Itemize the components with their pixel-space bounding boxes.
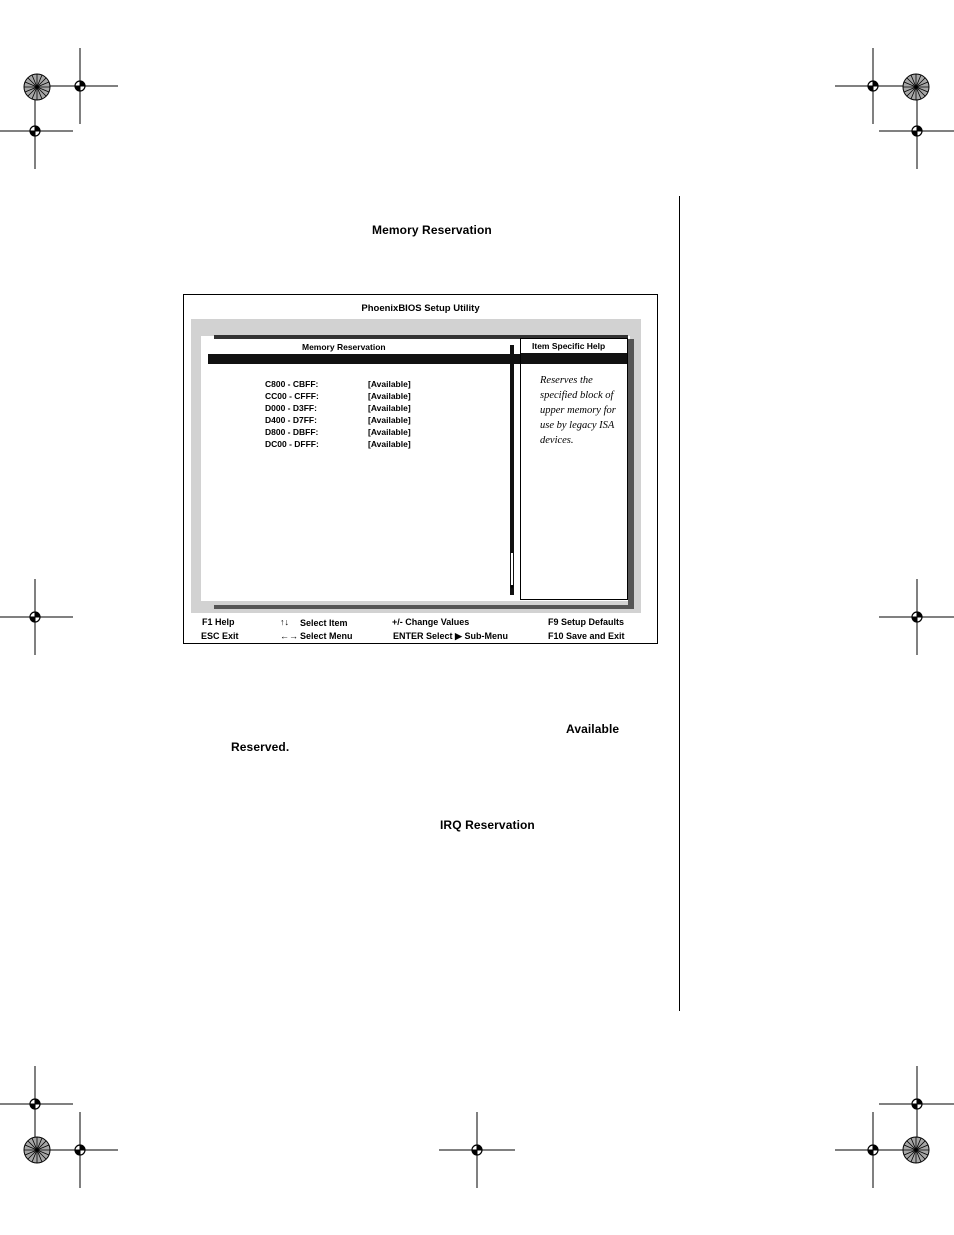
select-menu-key[interactable]: Select Menu: [300, 631, 353, 641]
memory-range-value[interactable]: [Available]: [368, 415, 411, 425]
memory-range-value[interactable]: [Available]: [368, 403, 411, 413]
margin-rule: [679, 196, 680, 1011]
memory-range-label: D000 - D3FF:: [265, 403, 317, 413]
f1-help-key[interactable]: F1 Help: [202, 617, 235, 627]
bios-section-title: Memory Reservation: [302, 342, 386, 352]
memory-range-value[interactable]: [Available]: [368, 379, 411, 389]
memory-range-label: D400 - D7FF:: [265, 415, 317, 425]
registration-crosshair-icon: [879, 93, 954, 169]
item-help-text: Reserves the specified block of upper memory for use by legacy ISA devices.: [540, 375, 616, 446]
memory-range-label: C800 - CBFF:: [265, 379, 319, 389]
submenu-label: Sub-Menu: [464, 631, 508, 641]
registration-crosshair-icon: [0, 1066, 73, 1142]
starburst-target-icon: [903, 1137, 929, 1163]
f10-save-exit-key[interactable]: F10 Save and Exit: [548, 631, 625, 641]
memory-range-label: DC00 - DFFF:: [265, 439, 319, 449]
starburst-target-icon: [24, 74, 50, 100]
registration-crosshair-icon: [439, 1112, 515, 1188]
item-specific-help-label: Item Specific Help: [532, 341, 606, 351]
registration-crosshair-icon: [42, 1112, 118, 1188]
memory-range-value[interactable]: [Available]: [368, 439, 411, 449]
esc-exit-key[interactable]: ESC Exit: [201, 631, 239, 641]
registration-crosshair-icon: [879, 1066, 954, 1142]
starburst-target-icon: [24, 1137, 50, 1163]
help-header-bar: [521, 353, 627, 364]
scroll-down-arrow-icon[interactable]: ▼: [509, 585, 515, 591]
memory-range-value[interactable]: [Available]: [368, 427, 411, 437]
enter-select-key[interactable]: [393, 631, 508, 642]
registration-crosshair-icon: [0, 93, 73, 169]
registration-crosshair-icon: [835, 48, 911, 124]
memory-range-value[interactable]: [Available]: [368, 391, 411, 401]
bios-shadow-bottom: [214, 605, 634, 609]
registration-crosshair-icon: [42, 48, 118, 124]
registration-crosshair-icon: [0, 579, 73, 655]
select-item-key[interactable]: Select Item: [300, 618, 348, 628]
registration-crosshair-icon: [879, 579, 954, 655]
starburst-target-icon: [903, 74, 929, 100]
registration-crosshair-icon: [835, 1112, 911, 1188]
reserved-term: Reserved.: [231, 740, 290, 754]
available-term: Available: [566, 722, 620, 736]
enter-select-label: ENTER Select: [393, 631, 453, 641]
memory-reservation-heading: Memory Reservation: [372, 223, 492, 237]
scrollbar-thumb[interactable]: [511, 553, 513, 585]
irq-reservation-heading: IRQ Reservation: [440, 818, 535, 832]
submenu-arrow-icon: ▶: [455, 631, 462, 641]
bios-screenshot: [183, 294, 658, 644]
memory-range-label: D800 - DBFF:: [265, 427, 319, 437]
bios-utility-title: PhoenixBIOS Setup Utility: [361, 303, 480, 314]
bios-shadow-right: [628, 339, 634, 607]
item-help-panel: [520, 338, 628, 600]
change-values-key[interactable]: +/- Change Values: [392, 617, 470, 627]
up-down-arrows-icon: ↑↓: [280, 617, 289, 627]
left-right-arrows-icon: ←→: [280, 631, 298, 641]
memory-range-label: CC00 - CFFF:: [265, 391, 319, 401]
f9-setup-defaults-key[interactable]: F9 Setup Defaults: [548, 617, 625, 627]
